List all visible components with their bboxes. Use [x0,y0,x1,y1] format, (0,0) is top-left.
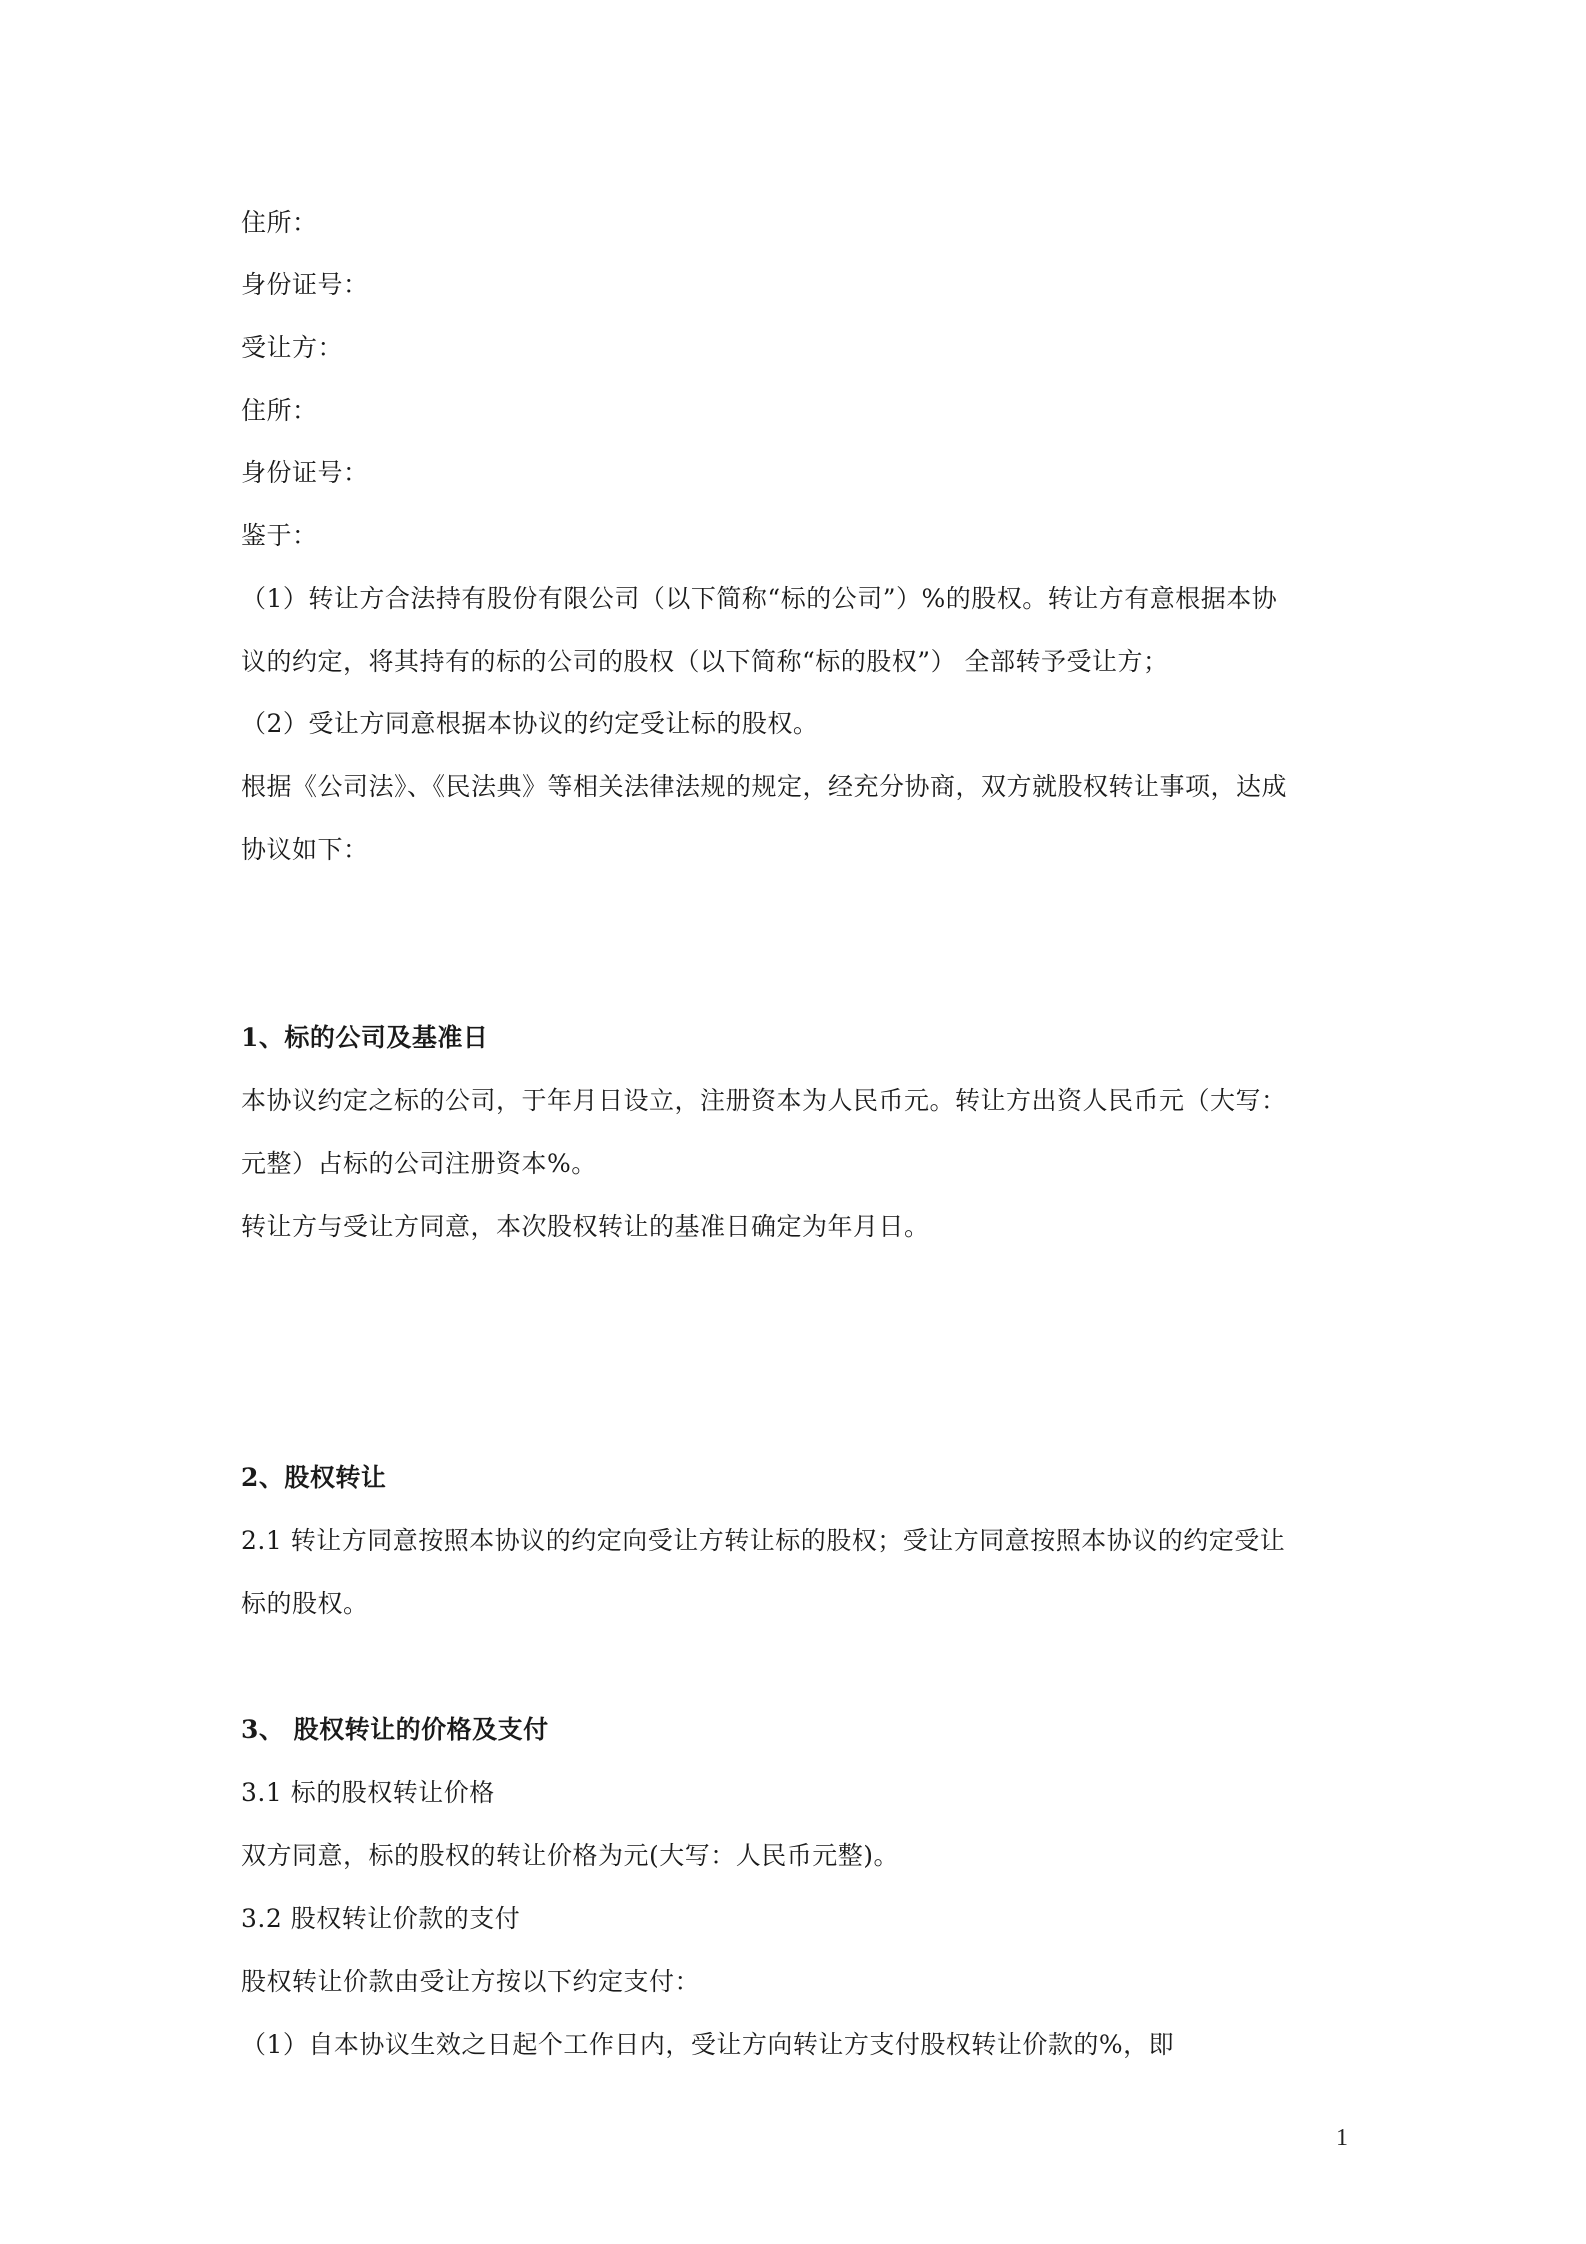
whereas-label: 鉴于： [241,521,318,550]
clause-3-2-item-1: （1）自本协议生效之日起个工作日内，受让方向转让方支付股权转让价款的%，即 [241,2030,1175,2059]
whereas-item-1-line-2: 议的约定，将其持有的标的公司的股权（以下简称“标的股权”） 全部转予受让方； [241,647,1169,676]
basis-line-2: 协议如下： [241,835,369,864]
section-2-heading: 2、股权转让 [241,1463,387,1492]
section-3-heading: 3、 股权转让的价格及支付 [241,1715,549,1744]
party1-id-label: 身份证号： [241,270,369,299]
clause-3-1-title: 3.1 标的股权转让价格 [241,1778,495,1807]
transferee-label: 受让方： [241,333,344,362]
party1-address-label: 住所： [241,208,318,237]
section-1-para-2: 转让方与受让方同意，本次股权转让的基准日确定为年月日。 [241,1212,930,1241]
page-number: 1 [1336,2125,1348,2151]
whereas-item-2: （2）受让方同意根据本协议的约定受让标的股权。 [241,709,819,738]
clause-3-1-text: 双方同意，标的股权的转让价格为元(大写：人民币元整)。 [241,1841,900,1870]
clause-2-1-line-1: 2.1 转让方同意按照本协议的约定向受让方转让标的股权；受让方同意按照本协议的约定受让 [241,1526,1286,1555]
clause-2-1-line-2: 标的股权。 [241,1589,369,1618]
basis-line-1: 根据《公司法》、《民法典》等相关法律法规的规定，经充分协商，双方就股权转让事项，达成 [241,772,1288,801]
section-1-para-1-line-1: 本协议约定之标的公司，于年月日设立，注册资本为人民币元。转让方出资人民币元（大写： [241,1086,1287,1115]
party2-address-label: 住所： [241,396,318,425]
clause-3-2-text: 股权转让价款由受让方按以下约定支付： [241,1967,701,1996]
whereas-item-1-line-1: （1）转让方合法持有股份有限公司（以下简称“标的公司”）%的股权。转让方有意根据本协 [241,584,1278,613]
section-1-para-1-line-2: 元整）占标的公司注册资本%。 [241,1149,597,1178]
party2-id-label: 身份证号： [241,458,369,487]
clause-3-2-title: 3.2 股权转让价款的支付 [241,1904,521,1933]
section-1-heading: 1、标的公司及基准日 [241,1023,489,1052]
